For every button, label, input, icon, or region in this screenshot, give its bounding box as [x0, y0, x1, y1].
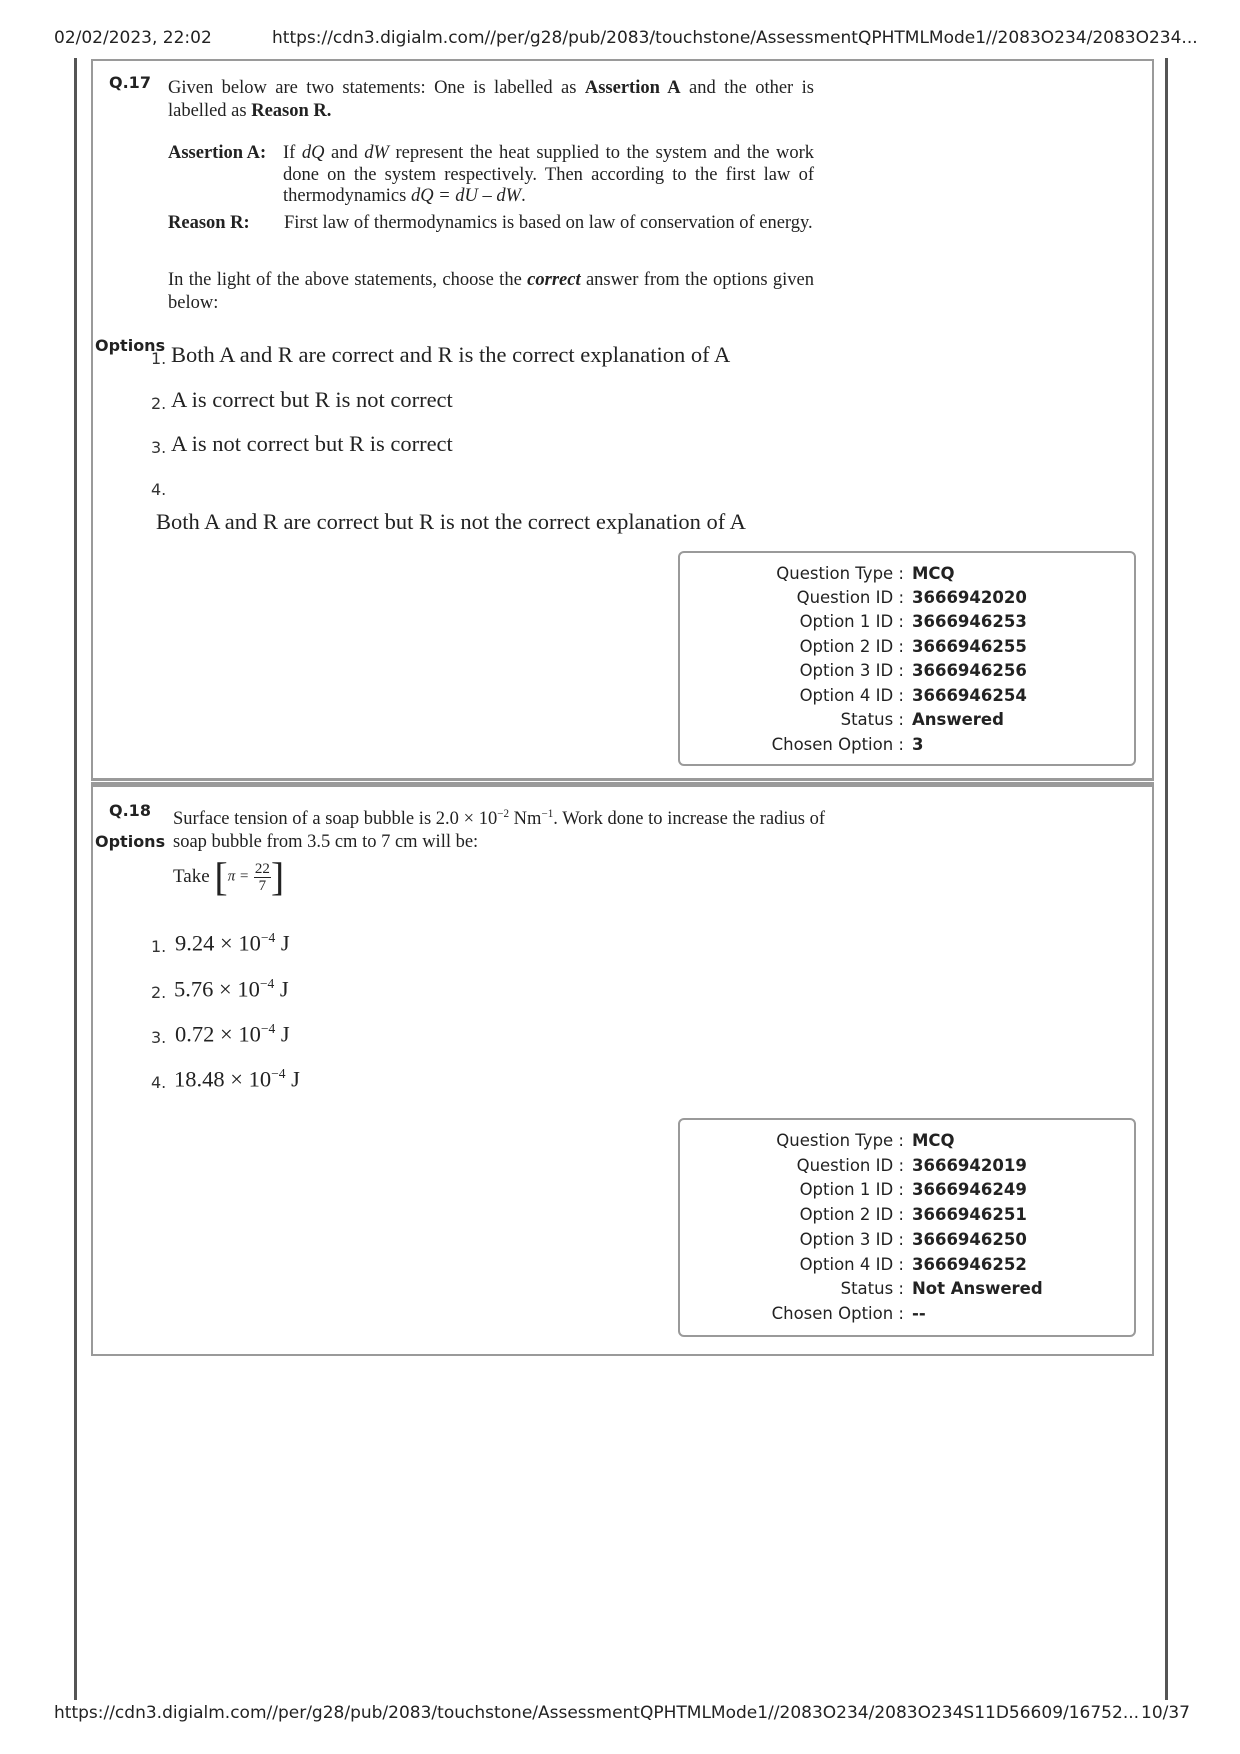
question-intro: Given below are two statements: One is labelled as Assertion A and the other is labelled as Reason R. — [168, 78, 814, 121]
options-label: Options — [95, 832, 166, 851]
question-type: MCQ — [912, 1131, 955, 1150]
page-number: 10/37 — [1141, 1703, 1190, 1723]
option-4-id: 3666946254 — [912, 686, 1027, 705]
option-3-id: 3666946250 — [912, 1230, 1027, 1249]
reason-label: Reason R: — [168, 213, 250, 233]
answer-status: Not Answered — [912, 1279, 1043, 1298]
question-id: 3666942020 — [912, 588, 1027, 607]
print-datetime: 02/02/2023, 22:02 — [54, 28, 212, 48]
question-metadata: Question Type : MCQ Question ID : 3666942019 Option 1 ID : 3666946249 Option 2 ID : 3666946251 Option 3 ID : 3666946250 Option 4 ID : 3666946252 Status : Not Answered Chosen Option : -- — [678, 1118, 1136, 1337]
assertion-label: Assertion A: — [168, 143, 267, 163]
page-left-rule — [74, 58, 77, 1700]
option-3-id: 3666946256 — [912, 661, 1027, 680]
reason-statement: Reason R: First law of thermodynamics is based on law of conservation of energy. — [168, 213, 813, 233]
option-1-id: 3666946253 — [912, 612, 1027, 631]
options-label: Options — [95, 336, 166, 355]
print-footer-url: https://cdn3.digialm.com//per/g28/pub/2083/touchstone/AssessmentQPHTMLMode1//2083O234/2083O234S11D56609/16752... — [54, 1703, 1140, 1723]
assertion-statement: Assertion A: If dQ and dW represent the heat supplied to the system and the work done on the system respectively. Then according to the first law of thermodynamics dQ = dU – dW. — [168, 143, 814, 206]
page-right-rule — [1165, 58, 1168, 1700]
question-instruction: In the light of the above statements, choose the correct answer from the options given below: — [168, 270, 814, 313]
option-2-id: 3666946255 — [912, 637, 1027, 656]
question-text: Surface tension of a soap bubble is $2.0 \times 10^{-2}$ $Nm^{-1}$. Work done to increase the radius of soap bubble from 3.5 cm to 7 cm will be: — [173, 808, 826, 853]
question-metadata: Question Type : MCQ Question ID : 3666942020 Option 1 ID : 3666946253 Option 2 ID : 3666946255 Option 3 ID : 3666946256 Option 4 ID : 3666946254 Status : Answered Chosen Option : 3 — [678, 551, 1136, 766]
option-4-id: 3666946252 — [912, 1255, 1027, 1274]
option-2-id: 3666946251 — [912, 1205, 1027, 1224]
question-18-panel: Q.18 Surface tension of a soap bubble is $2.0 \times 10^{-2}$ $Nm^{-1}$. Work done to increase the radius of soap bubble from 3.5 cm to 7 cm will be: Take [π = $\frac{22}{7}$ ] Options 1. $9.24 \times 10^{-4}$ J 2. $5.76 \times 10^{-4}$ J 3. $0.72 \times 10^{-4}$ J 4. $18.48 \times 10^{-4}$ J Question Type : MCQ Question ID : 3666942019 Option 1 ID : 3666946249 Option 2 ID : 3666946251 Option 3 ID : 3666946250 Option 4 ID : 3666946252 Status : Not Answered Chosen Option : -- — [91, 782, 1154, 1356]
pi-hint: Take [π = $\frac{22}{7}$ ] — [173, 854, 285, 899]
question-number: Q.18 — [109, 801, 151, 820]
answer-status: Answered — [912, 710, 1004, 729]
question-type: MCQ — [912, 564, 955, 583]
question-17-panel: Q.17 Given below are two statements: One is labelled as Assertion A and the other is labelled as Reason R. Assertion A: If dQ and dW represent the heat supplied to the system and the work done on the system respectively. Then according to the first law of thermodynamics dQ = dU – dW. Reason R: First law of thermodynamics is based on law of conservation of energy. In the light of the above statements, choose the correct answer from the options given below: Options 1. Both A and R are correct and R is the correct explanation of A 2. A is correct but R is not correct 3. A is not correct but R is correct 4. Both A and R are correct but R is not the correct explanation of A Question Type : MCQ Question ID : 3666942020 Option 1 ID : 3666946253 Option 2 ID : 3666946255 Option 3 ID : 3666946256 Option 4 ID : 3666946254 Status : Answered Chosen Option : 3 — [91, 59, 1154, 781]
print-header-url: https://cdn3.digialm.com//per/g28/pub/2083/touchstone/AssessmentQPHTMLMode1//2083O234/2083O234... — [272, 28, 1198, 48]
pi-fraction: $\frac{22}{7}$ — [254, 860, 270, 894]
question-id: 3666942019 — [912, 1156, 1027, 1175]
chosen-option: -- — [912, 1304, 926, 1323]
chosen-option: 3 — [912, 735, 924, 754]
question-number: Q.17 — [109, 73, 151, 92]
option-1-id: 3666946249 — [912, 1180, 1027, 1199]
